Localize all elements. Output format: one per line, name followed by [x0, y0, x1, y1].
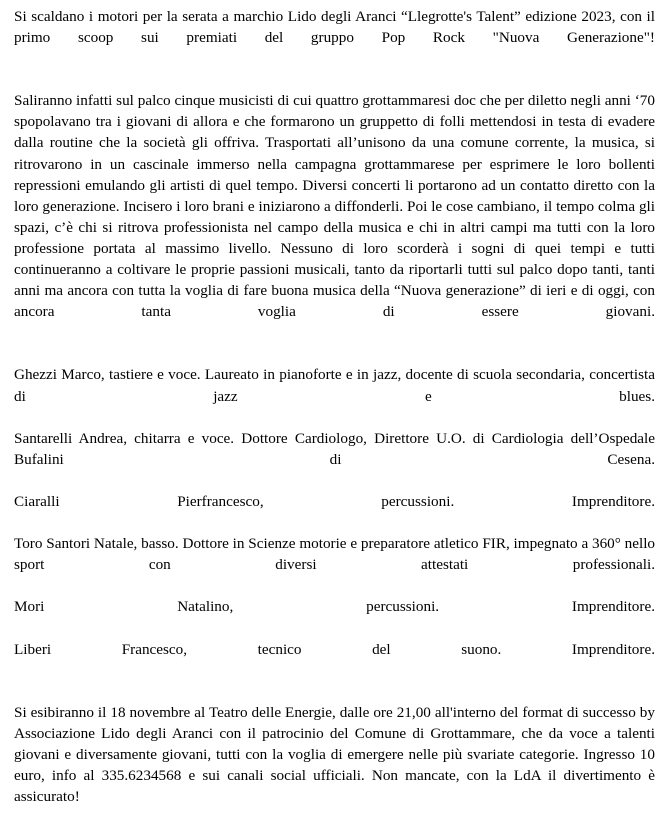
- roster-entry: Ghezzi Marco, tastiere e voce. Laureato in pianoforte e in jazz, docente di scuola secondaria, concertista di jazz e blues.: [14, 366, 655, 405]
- roster-entry: Liberi Francesco, tecnico del suono. Imprenditore.: [14, 640, 655, 658]
- roster-entry: Mori Natalino, percussioni. Imprenditore.: [14, 598, 655, 616]
- musician-roster: [14, 364, 655, 680]
- roster-entry: Ciaralli Pierfrancesco, percussioni. Imprenditore.: [14, 492, 655, 510]
- paragraph-event-details: Si esibiranno il 18 novembre al Teatro delle Energie, dalle ore 21,00 all'interno del format di successo by Associazione Lido degli Aranci con il patrocinio del Comune di Grottammare, che da voce a talenti giovani e diversamente giovani, tutti con la voglia di emergere nelle più svariate categorie. Ingresso 10 euro, info al 335.6234568 e sui canali social ufficiali. Non mancate, con la LdA il divertimento è assicurato!: [14, 703, 655, 806]
- paragraph-band-history: Saliranno infatti sul palco cinque musicisti di cui quattro grottammaresi doc che per diletto negli anni ‘70 spopolavano tra i giovani di allora e che formarono un gruppetto di folli mettendosi in testa di evadere dalla routine che la società gli offriva. Trasportati all’unisono da una comune corrente, la musica, si ritrovarono in un cascinale immerso nella campagna grottammarese per esprimere le loro bollenti repressioni emulando gli artisti di quel tempo. Diversi concerti li portarono ad un contatto diretto con la loro generazione. Incisero i loro brani e iniziarono a diffonderli. Poi le cose cambiano, il tempo colma gli spazi, c’è chi si ritrova professionista nel campo della musica e chi in altri campi ma tutti con la loro professione portata al massimo livello. Nessuno di loro scorderà i sogni di quei tempi e tutti continueranno a coltivare le proprie passioni musicali, tanto da riportarli tutti sul palco dopo tanti, tanti anni ma ancora con tutta la voglia di fare buona musica della “Nuova generazione” di ieri e di oggi, con ancora tanta voglia di essere giovani.: [14, 92, 655, 321]
- roster-entry: Santarelli Andrea, chitarra e voce. Dottore Cardiologo, Direttore U.O. di Cardiologia dell’Ospedale Bufalini di Cesena.: [14, 429, 655, 468]
- roster-entry: Toro Santori Natale, basso. Dottore in Scienze motorie e preparatore atletico FIR, impegnato a 360° nello sport con diversi attestati professionali.: [14, 535, 656, 574]
- paragraph-intro: Si scaldano i motori per la serata a marchio Lido degli Aranci “Llegrotte's Talent” edizione 2023, con il primo scoop sui premiati del gruppo Pop Rock "Nuova Generazione"!: [14, 8, 655, 47]
